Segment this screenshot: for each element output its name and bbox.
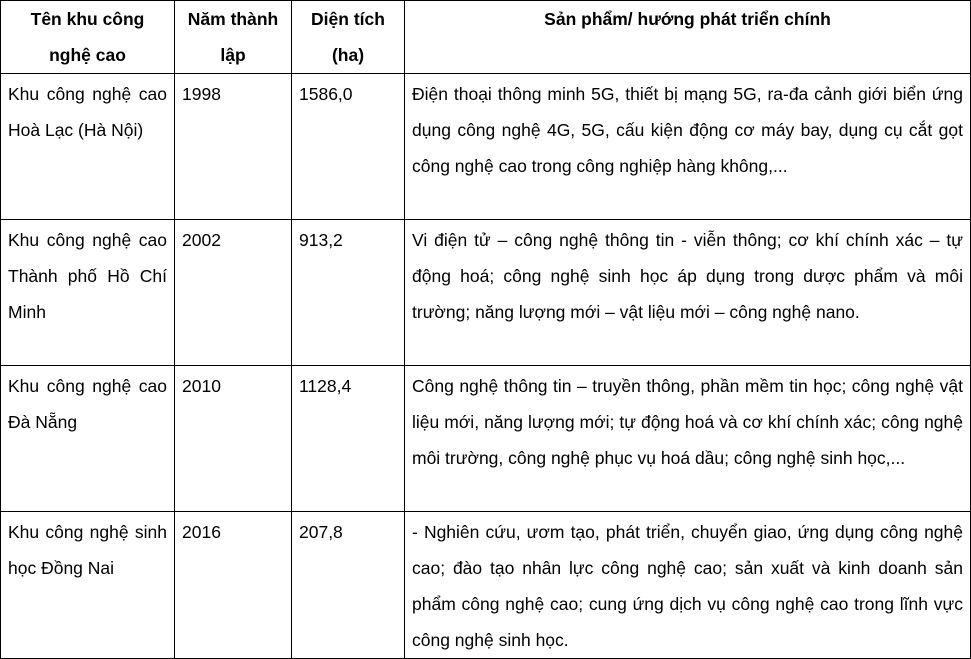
cell-year-founded: 2016 — [175, 512, 292, 659]
cell-main-products: - Nghiên cứu, ươm tạo, phát triển, chuyển giao, ứng dụng công nghệ cao; đào tạo nhân lực công nghệ cao; sản xuất và kinh doanh sản phẩm công nghệ cao; cung ứng dịch vụ công nghệ cao trong lĩnh vực công nghệ sinh học. — [405, 512, 971, 659]
table-row — [1, 512, 971, 659]
cell-year-founded: 1998 — [175, 74, 292, 220]
table-row — [1, 74, 971, 220]
header-area: Diện tích (ha) — [292, 1, 405, 74]
header-year-founded: Năm thành lập — [175, 1, 292, 74]
cell-year-founded: 2010 — [175, 366, 292, 512]
cell-park-name: Khu công nghệ sinh học Đồng Nai — [1, 512, 175, 659]
header-park-name: Tên khu công nghệ cao — [1, 1, 175, 74]
cell-park-name: Khu công nghệ cao Đà Nẵng — [1, 366, 175, 512]
cell-year-founded: 2002 — [175, 220, 292, 366]
table-header-row — [1, 1, 971, 74]
cell-main-products: Điện thoại thông minh 5G, thiết bị mạng 5G, ra-đa cảnh giới biển ứng dụng công nghệ 4G, 5G, cấu kiện động cơ máy bay, dụng cụ cắt gọt công nghệ cao trong công nghiệp hàng không,... — [405, 74, 971, 220]
cell-park-name: Khu công nghệ cao Thành phố Hồ Chí Minh — [1, 220, 175, 366]
cell-area: 207,8 — [292, 512, 405, 659]
cell-main-products: Vi điện tử – công nghệ thông tin - viễn thông; cơ khí chính xác – tự động hoá; công nghệ sinh học áp dụng trong dược phẩm và môi trường; năng lượng mới – vật liệu mới – công nghệ nano. — [405, 220, 971, 366]
cell-main-products: Công nghệ thông tin – truyền thông, phần mềm tin học; công nghệ vật liệu mới, năng lượng mới; tự động hoá và cơ khí chính xác; công nghệ môi trường, công nghệ phục vụ hoá dầu; công nghệ sinh học,... — [405, 366, 971, 512]
cell-area: 1586,0 — [292, 74, 405, 220]
header-main-products: Sản phẩm/ hướng phát triển chính — [405, 1, 971, 74]
cell-area: 913,2 — [292, 220, 405, 366]
table-row — [1, 366, 971, 512]
cell-area: 1128,4 — [292, 366, 405, 512]
cell-park-name: Khu công nghệ cao Hoà Lạc (Hà Nội) — [1, 74, 175, 220]
table-row — [1, 220, 971, 366]
